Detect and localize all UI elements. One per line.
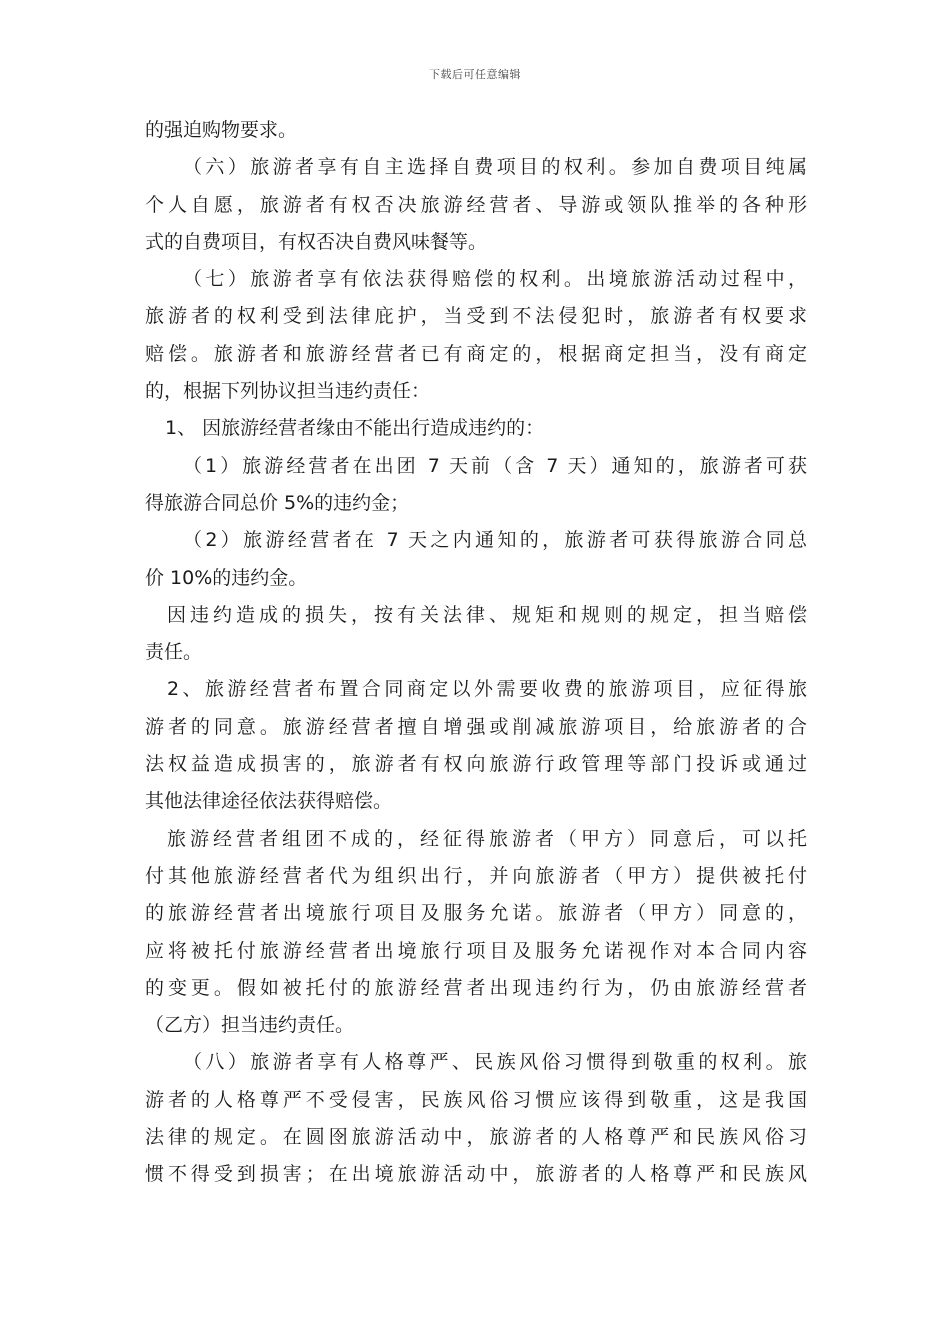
text-line: 2、旅游经营者布置合同商定以外需要收费的旅游项目，应征得旅 — [167, 678, 807, 701]
text-line: 游者的人格尊严不受侵害，民族风俗习惯应该得到敬重，这是我国 — [145, 1088, 807, 1111]
text-line: 1、 因旅游经营者缘由不能出行造成违约的： — [165, 417, 545, 440]
text-line: （七）旅游者享有依法获得赔偿的权利。出境旅游活动过程中， — [183, 268, 807, 291]
text-line: 责任。 — [145, 641, 203, 664]
text-line: 惯不得受到损害；在出境旅游活动中，旅游者的人格尊严和民族风 — [145, 1163, 807, 1186]
document-body — [145, 112, 807, 1194]
text-line: 旅游经营者组团不成的，经征得旅游者（甲方）同意后，可以托 — [167, 827, 807, 850]
text-line: （八）旅游者享有人格尊严、民族风俗习惯得到敬重的权利。旅 — [183, 1051, 807, 1074]
text-line: 式的自费项目，有权否决自费风味餐等。 — [145, 230, 488, 253]
text-line: 的，根据下列协议担当违约责任： — [145, 380, 431, 403]
text-line: 应将被托付旅游经营者出境旅行项目及服务允诺视作对本合同内容 — [145, 939, 807, 962]
text-line: 的旅游经营者出境旅行项目及服务允诺。旅游者（甲方）同意的， — [145, 902, 807, 925]
text-line: 个人自愿，旅游者有权否决旅游经营者、导游或领队推举的各种形 — [145, 193, 807, 216]
text-line: 得旅游合同总价 5%的违约金； — [145, 491, 410, 514]
text-line: 的强迫购物要求。 — [145, 119, 298, 141]
text-line: 旅游者的权利受到法律庇护，当受到不法侵犯时，旅游者有权要求 — [145, 305, 807, 328]
text-line: （乙方）担当违约责任。 — [145, 1014, 355, 1037]
page-header: 下载后可任意编辑 — [429, 68, 521, 81]
text-line: 法律的规定。在圆囹旅游活动中，旅游者的人格尊严和民族风俗习 — [145, 1126, 807, 1149]
text-line: （六）旅游者享有自主选择自费项目的权利。参加自费项目纯属 — [183, 156, 807, 179]
text-line: 游者的同意。旅游经营者擅自增强或削减旅游项目，给旅游者的合 — [145, 715, 807, 738]
text-line: 法权益造成损害的，旅游者有权向旅游行政管理等部门投诉或通过 — [145, 753, 807, 776]
text-line: 价 10%的违约金。 — [145, 566, 308, 589]
text-line: （2）旅游经营者在 7 天之内通知的，旅游者可获得旅游合同总 — [183, 529, 807, 552]
text-line: （1）旅游经营者在出团 7 天前（含 7 天）通知的，旅游者可获 — [183, 454, 807, 477]
text-line: 因违约造成的损失，按有关法律、规矩和规则的规定，担当赔偿 — [167, 603, 807, 626]
text-line: 的变更。假如被托付的旅游经营者出现违约行为，仍由旅游经营者 — [145, 976, 807, 999]
text-line: 其他法律途径依法获得赔偿。 — [145, 790, 393, 813]
text-line: 付其他旅游经营者代为组织出行，并向旅游者（甲方）提供被托付 — [145, 864, 807, 887]
text-line: 赔偿。旅游者和旅游经营者已有商定的，根据商定担当，没有商定 — [145, 342, 807, 365]
